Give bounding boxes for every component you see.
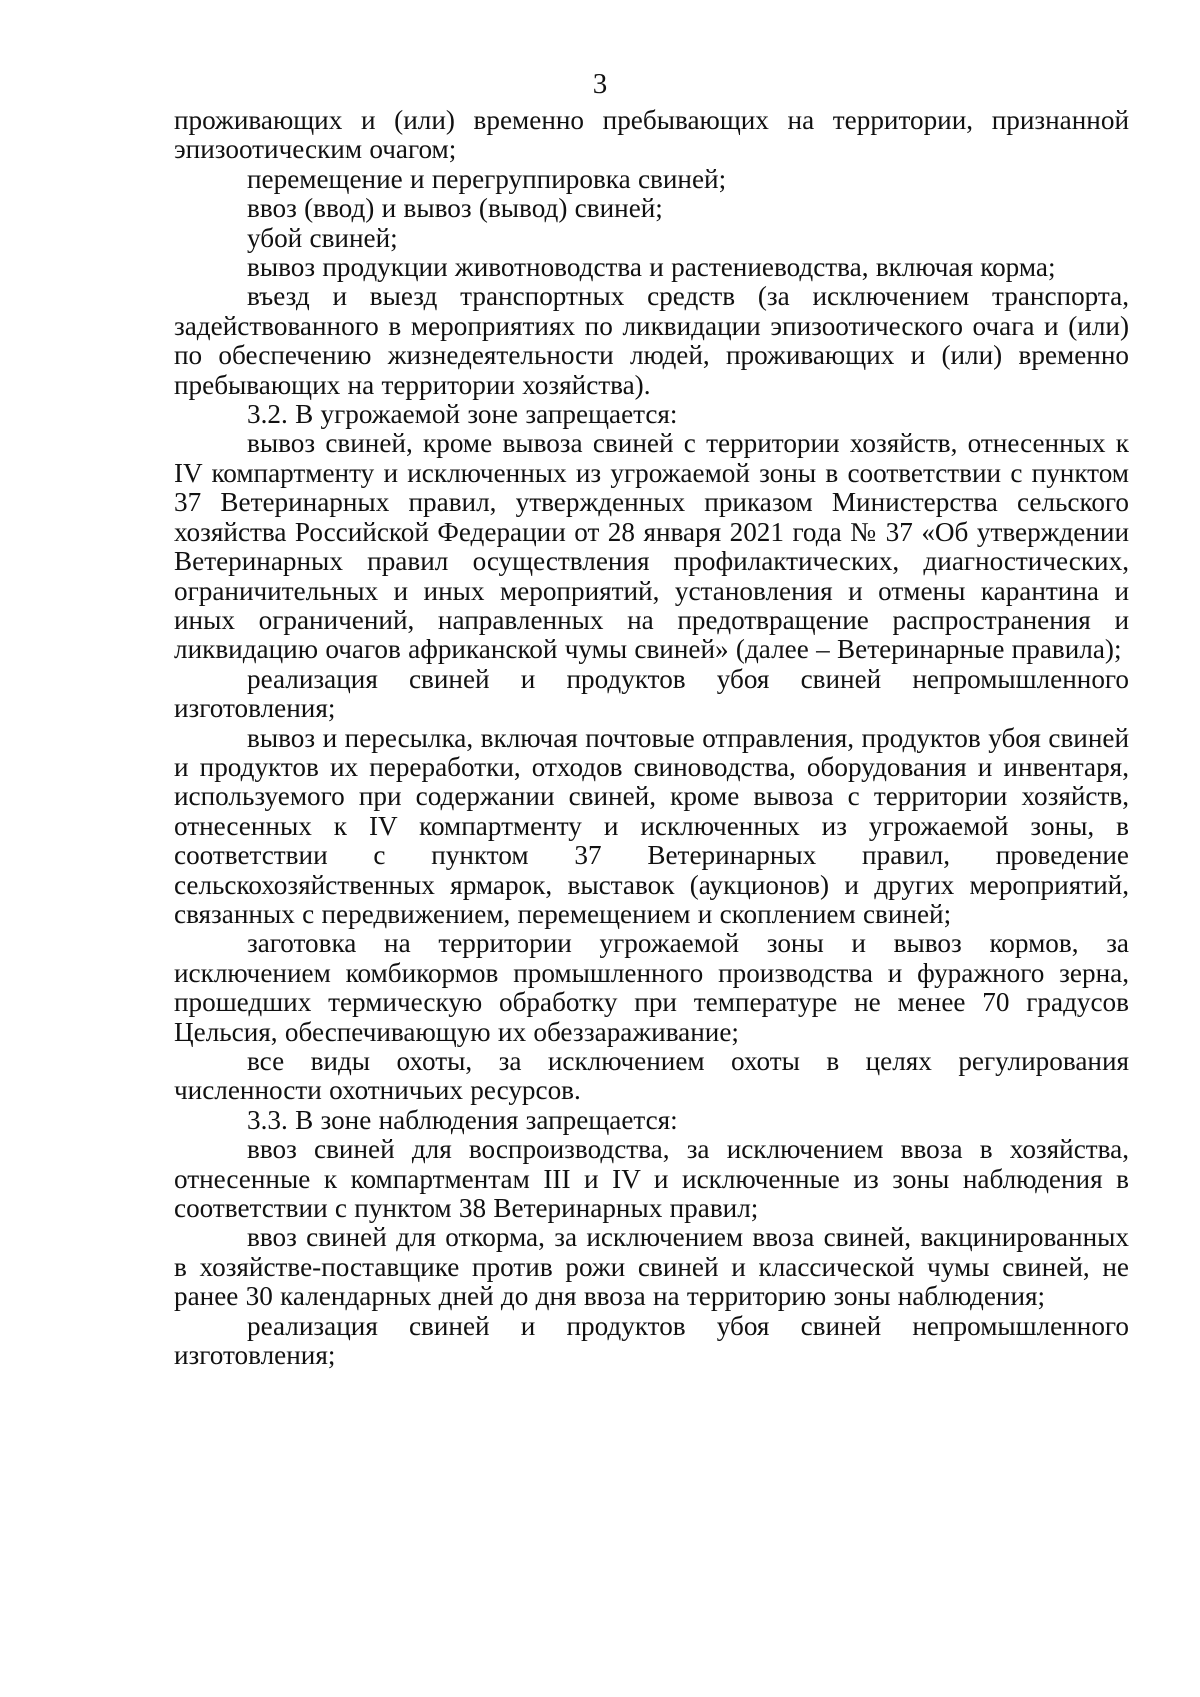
paragraph-item: вывоз и пересылка, включая почтовые отправления, продуктов убоя свиней и продуктов их переработки, отходов свиноводства, оборудования и инвентаря, используемого при содержании свиней, кроме вывоза с территории хозяйств, отнесенных к IV компартменту и исключенных из угрожаемой зоны, в соответствии с пунктом 37 Ветеринарных правил, проведение сельскохозяйственных ярмарок, выставок (аукционов) и других мероприятий, связанных с передвижением, перемещением и скоплением свиней; — [174, 722, 1129, 929]
paragraph-item: ввоз (ввод) и вывоз (вывод) свиней; — [247, 193, 663, 224]
paragraph-item: перемещение и перегруппировка свиней; — [247, 163, 727, 194]
paragraph-item: ввоз свиней для откорма, за исключением ввоза свиней, вакцинированных в хозяйстве-поставщике против рожи свиней и классической чумы свиней, не ранее 30 календарных дней до дня ввоза на территорию зоны наблюдения; — [174, 1222, 1129, 1312]
section-heading-3-3: 3.3. В зоне наблюдения запрещается: — [247, 1104, 678, 1135]
document-body — [174, 106, 1129, 1370]
paragraph-item: все виды охоты, за исключением охоты в целях регулирования численности охотничьих ресурсов. — [174, 1046, 1129, 1106]
paragraph-item: заготовка на территории угрожаемой зоны и вывоз кормов, за исключением комбикормов промышленного производства и фуражного зерна, прошедших термическую обработку при температуре не менее 70 градусов Цельсия, обеспечивающую их обеззараживание; — [174, 928, 1129, 1047]
page-number: 3 — [592, 68, 608, 100]
paragraph-item: вывоз продукции животноводства и растениеводства, включая корма; — [247, 252, 1056, 283]
paragraph-item: вывоз свиней, кроме вывоза свиней с территории хозяйств, отнесенных к IV компартменту и исключенных из угрожаемой зоны в соответствии с пунктом 37 Ветеринарных правил, утвержденных приказом Министерства сельского хозяйства Российской Федерации от 28 января 2021 года № 37 «Об утверждении Ветеринарных правил осуществления профилактических, диагностических, ограничительных и иных мероприятий, установления и отмены карантина и иных ограничений, направленных на предотвращение распространения и ликвидацию очагов африканской чумы свиней» (далее – Ветеринарные правила); — [174, 428, 1129, 665]
paragraph-item: реализация свиней и продуктов убоя свиней непромышленного изготовления; — [174, 663, 1129, 724]
paragraph-continuation: проживающих и (или) временно пребывающих на территории, признанной эпизоотическим очагом; — [174, 105, 1129, 165]
paragraph-item: ввоз свиней для воспроизводства, за исключением ввоза в хозяйства, отнесенные к компартментам III и IV и исключенные из зоны наблюдения в соответствии с пунктом 38 Ветеринарных правил; — [174, 1134, 1129, 1224]
section-heading-3-2: 3.2. В угрожаемой зоне запрещается: — [247, 399, 678, 430]
paragraph-item: убой свиней; — [247, 222, 398, 253]
paragraph-item: реализация свиней и продуктов убоя свиней непромышленного изготовления; — [174, 1310, 1129, 1371]
paragraph-item: въезд и выезд транспортных средств (за исключением транспорта, задействованного в мероприятиях по ликвидации эпизоотического очага и (или) по обеспечению жизнедеятельности людей, проживающих и (или) временно пребывающих на территории хозяйства). — [174, 281, 1129, 400]
